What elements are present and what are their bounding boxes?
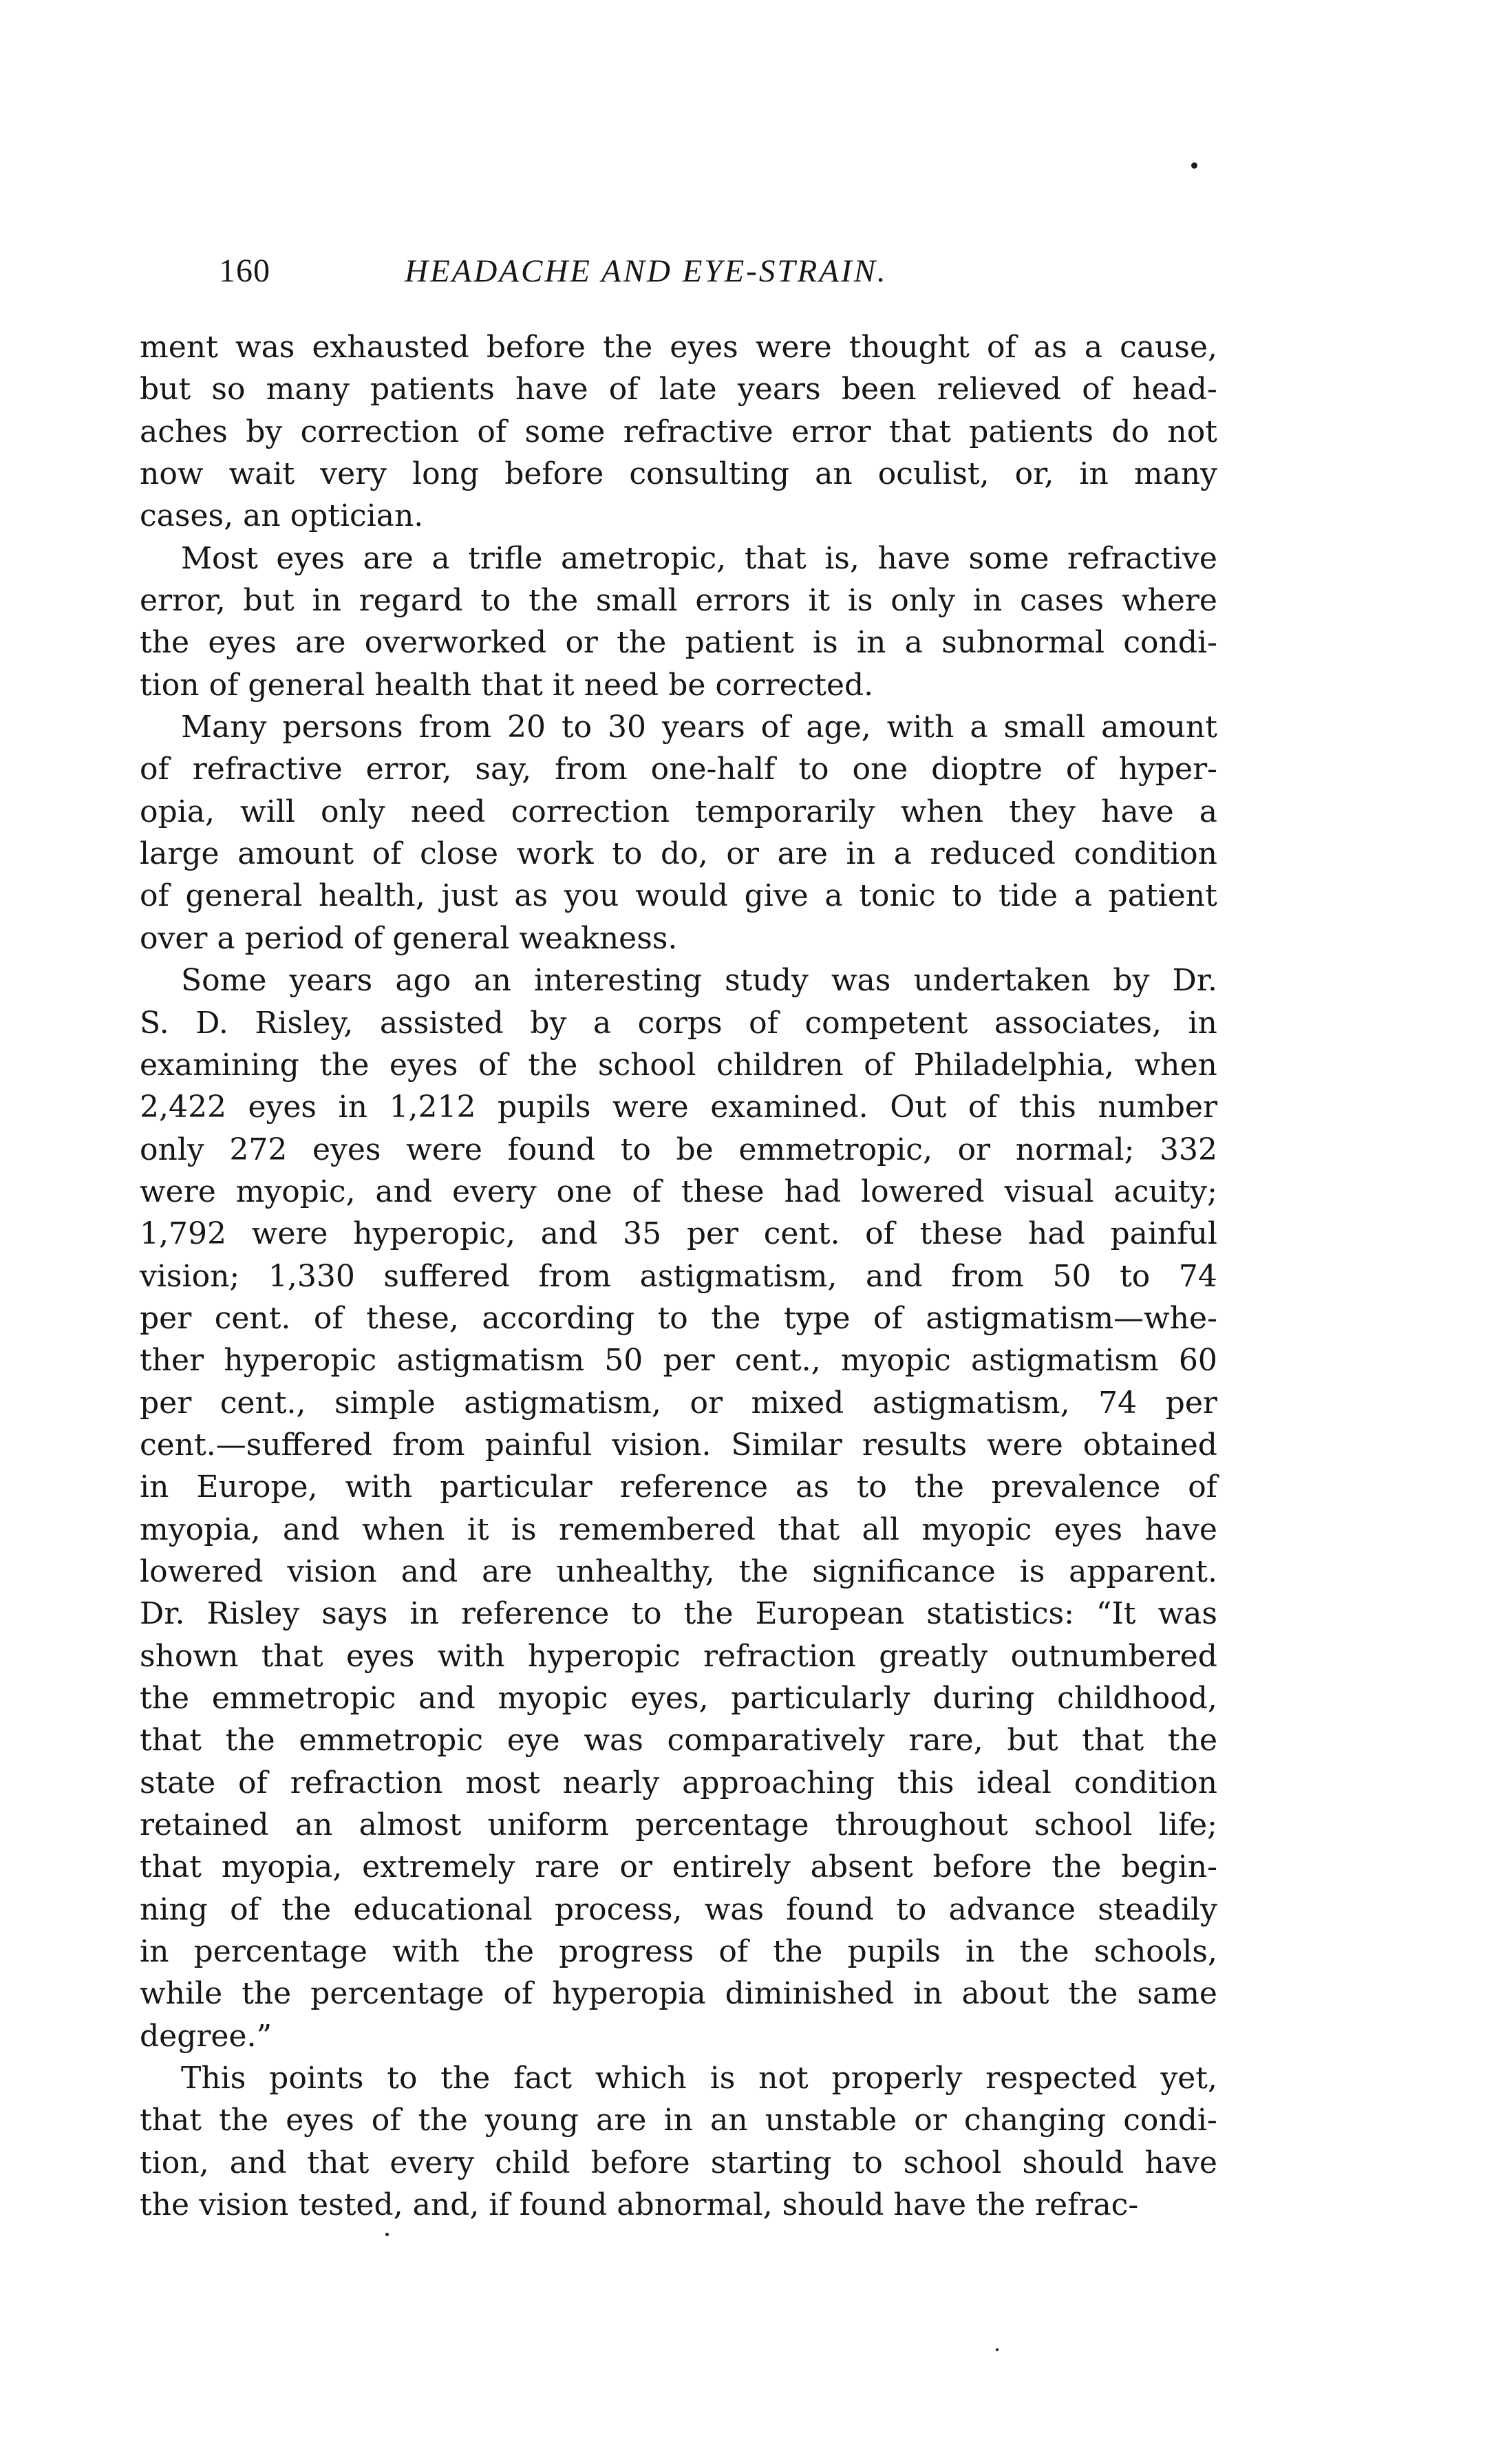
ink-speck <box>996 2348 999 2351</box>
text-line: the eyes are overworked or the patient is in a subnormal condi- <box>140 625 1217 661</box>
text-line: now wait very long before consulting an oculist, or, in many <box>140 456 1217 492</box>
ink-speck <box>385 2233 389 2236</box>
paragraph <box>140 2057 1217 2226</box>
text-line: aches by correction of some refractive error that patients do not <box>140 414 1217 449</box>
text-line: that the eyes of the young are in an unstable or changing condi- <box>140 2103 1217 2138</box>
text-line: This points to the fact which is not properly respected yet, <box>181 2061 1217 2096</box>
text-line: cent.—suffered from painful vision. Similar results were obtained <box>140 1427 1217 1463</box>
paragraph <box>140 326 1217 538</box>
text-line: large amount of close work to do, or are in a reduced condition <box>140 836 1217 872</box>
text-line: Some years ago an interesting study was undertaken by Dr. <box>181 963 1217 999</box>
text-line: examining the eyes of the school children of Philadelphia, when <box>140 1047 1217 1083</box>
text-line: opia, will only need correction temporarily when they have a <box>140 794 1217 829</box>
text-line: of refractive error, say, from one-half to one dioptre of hyper- <box>140 752 1217 787</box>
text-line: tion, and that every child before starting to school should have <box>140 2145 1217 2180</box>
text-line: the vision tested, and, if found abnormal, should have the refrac- <box>140 2187 1139 2223</box>
page-number: 160 <box>219 253 270 289</box>
paragraph <box>140 706 1217 959</box>
text-line: state of refraction most nearly approaching this ideal condition <box>140 1765 1217 1801</box>
text-line: but so many patients have of late years been relieved of head- <box>140 372 1217 407</box>
text-line: that myopia, extremely rare or entirely absent before the begin- <box>140 1849 1217 1885</box>
text-line: the emmetropic and myopic eyes, particularly during childhood, <box>140 1681 1217 1716</box>
text-line: Many persons from 20 to 30 years of age, with a small amount <box>181 710 1217 745</box>
text-line: in Europe, with particular reference as to the prevalence of <box>140 1469 1217 1505</box>
text-line: degree.” <box>140 2018 272 2054</box>
text-line: in percentage with the progress of the pupils in the schools, <box>140 1934 1217 1970</box>
paragraph <box>140 959 1217 2057</box>
text-line: ther hyperopic astigmatism 50 per cent., myopic astigmatism 60 <box>140 1343 1217 1379</box>
ink-speck <box>1191 162 1197 169</box>
text-line: that the emmetropic eye was comparatively rare, but that the <box>140 1723 1217 1759</box>
text-line: 1,792 were hyperopic, and 35 per cent. of these had painful <box>140 1216 1217 1252</box>
text-line: retained an almost uniform percentage throughout school life; <box>140 1807 1217 1843</box>
text-line: myopia, and when it is remembered that all myopic eyes have <box>140 1511 1217 1547</box>
text-line: tion of general health that it need be corrected. <box>140 667 874 703</box>
text-line: ment was exhausted before the eyes were thought of as a cause, <box>140 330 1217 365</box>
text-line: Most eyes are a trifle ametropic, that is, have some refractive <box>181 540 1217 576</box>
text-line: S. D. Risley, assisted by a corps of competent associates, in <box>140 1005 1217 1041</box>
text-line: vision; 1,330 suffered from astigmatism, and from 50 to 74 <box>140 1258 1217 1294</box>
text-line: per cent., simple astigmatism, or mixed astigmatism, 74 per <box>140 1385 1217 1421</box>
running-head: HEADACHE AND EYE-STRAIN. <box>405 253 888 289</box>
paragraph <box>140 538 1217 706</box>
text-line: Dr. Risley says in reference to the European statistics: “It was <box>140 1596 1217 1632</box>
text-line: shown that eyes with hyperopic refraction greatly outnumbered <box>140 1638 1217 1674</box>
body-text <box>140 326 1217 2226</box>
text-line: were myopic, and every one of these had lowered visual acuity; <box>140 1173 1217 1209</box>
text-line: error, but in regard to the small errors it is only in cases where <box>140 583 1217 619</box>
page-header <box>219 252 1217 307</box>
text-line: 2,422 eyes in 1,212 pupils were examined. Out of this number <box>140 1090 1217 1125</box>
text-line: only 272 eyes were found to be emmetropic, or normal; 332 <box>140 1132 1217 1167</box>
text-line: of general health, just as you would give a tonic to tide a patient <box>140 878 1217 914</box>
text-line: ning of the educational process, was found to advance steadily <box>140 1891 1217 1927</box>
text-line: cases, an optician. <box>140 498 424 534</box>
text-line: over a period of general weakness. <box>140 920 678 956</box>
text-line: while the percentage of hyperopia diminished in about the same <box>140 1976 1217 2012</box>
text-line: per cent. of these, according to the type of astigmatism—whe- <box>140 1300 1217 1336</box>
text-line: lowered vision and are unhealthy, the significance is apparent. <box>140 1553 1217 1589</box>
